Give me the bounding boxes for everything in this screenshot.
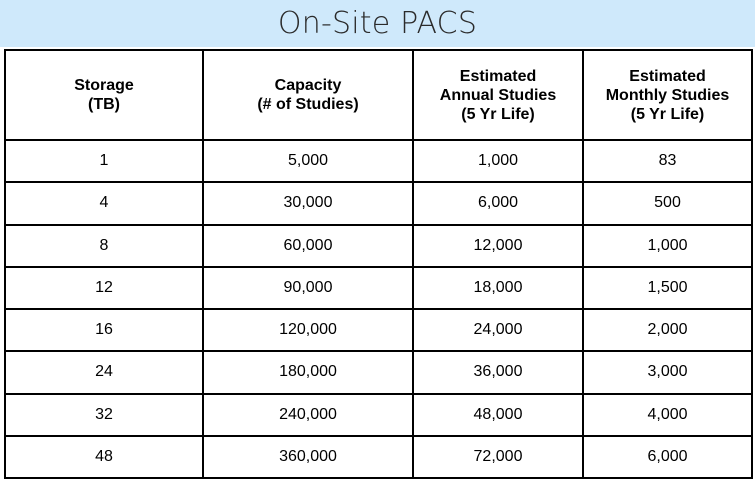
cell-annual: 24,000 [413, 309, 583, 351]
cell-storage: 12 [5, 267, 203, 309]
cell-storage: 32 [5, 394, 203, 436]
cell-storage: 8 [5, 225, 203, 267]
table-row [5, 182, 752, 224]
table-row [5, 225, 752, 267]
cell-storage: 24 [5, 351, 203, 393]
cell-monthly: 6,000 [583, 436, 752, 478]
header-line: Storage [74, 77, 134, 94]
cell-annual: 36,000 [413, 351, 583, 393]
header-storage [5, 50, 203, 140]
cell-monthly: 83 [583, 140, 752, 182]
header-monthly-studies [583, 50, 752, 140]
table-row [5, 309, 752, 351]
cell-annual: 48,000 [413, 394, 583, 436]
cell-monthly: 1,000 [583, 225, 752, 267]
table-row [5, 394, 752, 436]
header-line: (TB) [88, 96, 120, 113]
page-title: On-Site PACS [277, 6, 478, 41]
cell-capacity: 240,000 [203, 394, 413, 436]
cell-monthly: 2,000 [583, 309, 752, 351]
cell-storage: 48 [5, 436, 203, 478]
table-row [5, 351, 752, 393]
title-banner [0, 0, 755, 47]
header-line: Annual Studies [439, 86, 557, 104]
header-line: Monthly Studies [605, 86, 730, 104]
header-line: Capacity [274, 77, 342, 94]
header-line: Estimated [629, 67, 706, 85]
cell-capacity: 120,000 [203, 309, 413, 351]
cell-storage: 4 [5, 182, 203, 224]
header-capacity [203, 50, 413, 140]
cell-annual: 72,000 [413, 436, 583, 478]
cell-storage: 16 [5, 309, 203, 351]
cell-storage: 1 [5, 140, 203, 182]
cell-monthly: 1,500 [583, 267, 752, 309]
table-row [5, 140, 752, 182]
cell-capacity: 30,000 [203, 182, 413, 224]
cell-capacity: 5,000 [203, 140, 413, 182]
cell-capacity: 180,000 [203, 351, 413, 393]
cell-monthly: 3,000 [583, 351, 752, 393]
header-line: (5 Yr Life) [630, 105, 705, 123]
table-row [5, 267, 752, 309]
cell-capacity: 60,000 [203, 225, 413, 267]
table-header-row [5, 50, 752, 140]
header-annual-studies [413, 50, 583, 140]
pacs-storage-table [4, 49, 753, 479]
cell-capacity: 90,000 [203, 267, 413, 309]
cell-annual: 18,000 [413, 267, 583, 309]
cell-capacity: 360,000 [203, 436, 413, 478]
cell-annual: 12,000 [413, 225, 583, 267]
table-row [5, 436, 752, 478]
cell-monthly: 4,000 [583, 394, 752, 436]
pacs-storage-table-container [4, 49, 751, 479]
cell-monthly: 500 [583, 182, 752, 224]
cell-annual: 1,000 [413, 140, 583, 182]
header-line: (# of Studies) [257, 96, 359, 113]
header-line: (5 Yr Life) [461, 105, 535, 123]
header-line: Estimated [459, 67, 537, 85]
cell-annual: 6,000 [413, 182, 583, 224]
